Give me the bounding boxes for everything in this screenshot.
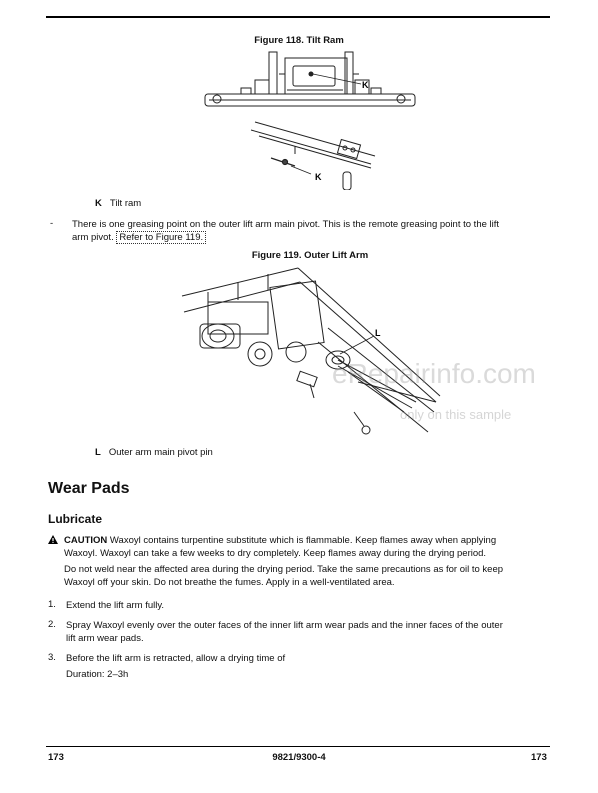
caution-line-1-text: Waxoyl contains turpentine substitute which is flammable. Keep flames away when applying bbox=[109, 535, 497, 546]
caution-line-2: Waxoyl. Waxoyl can take a few weeks to dry completely. Keep flames away during the drying period. bbox=[64, 548, 487, 559]
warning-triangle-icon bbox=[48, 535, 58, 544]
watermark-text: eRepairinfo.com bbox=[332, 358, 536, 389]
step-3-line-1: Before the lift arm is retracted, allow a drying time of bbox=[66, 653, 286, 664]
section-heading-wear-pads: Wear Pads bbox=[48, 480, 130, 497]
figure-119-link[interactable]: Refer to Figure 119. bbox=[116, 231, 206, 244]
caution-line-4: Waxoyl off your skin. Do not breathe the fumes. Apply in a well-ventilated area. bbox=[64, 577, 395, 588]
step-3-duration: Duration: 2–3h bbox=[66, 669, 129, 680]
step-2-line-2: lift arm wear pads. bbox=[66, 633, 144, 644]
bullet-line-2 bbox=[72, 231, 552, 244]
footer-rule bbox=[46, 746, 550, 747]
caution-line-1 bbox=[64, 534, 554, 547]
figure-119-caption bbox=[95, 447, 213, 458]
callout-k-top: K bbox=[362, 80, 369, 90]
figure-119-title: Figure 119. Outer Lift Arm bbox=[251, 250, 369, 261]
callout-leader-k-bottom bbox=[291, 166, 311, 174]
subheading-lubricate: Lubricate bbox=[48, 512, 103, 526]
step-2-number: 2. bbox=[48, 619, 56, 630]
callout-k-bottom: K bbox=[315, 172, 322, 182]
step-2-line-1: Spray Waxoyl evenly over the outer faces of the inner lift arm wear pads and the inner faces of the outer bbox=[66, 620, 503, 631]
step-1-text: Extend the lift arm fully. bbox=[66, 600, 165, 611]
caption-key-l: L bbox=[95, 447, 101, 458]
header-rule bbox=[46, 16, 550, 18]
figure-118-caption bbox=[95, 198, 141, 209]
watermark-subtext: only on this sample bbox=[400, 407, 512, 422]
figure-118-illustration bbox=[195, 44, 425, 190]
step-3-number: 3. bbox=[48, 652, 56, 663]
bullet-line-1: There is one greasing point on the outer lift arm main pivot. This is the remote greasing point to the lift bbox=[72, 219, 500, 230]
caution-line-3: Do not weld near the affected area during the drying period. Take the same precautions as for oil to keep bbox=[64, 564, 504, 575]
callout-l: L bbox=[375, 328, 381, 338]
caption-text-pivot-pin: Outer arm main pivot pin bbox=[108, 447, 213, 458]
caption-text-tilt-ram: Tilt ram bbox=[109, 198, 142, 209]
footer-doc-number: 9821/9300-4 bbox=[272, 752, 326, 763]
figure-118-title: Figure 118. Tilt Ram bbox=[254, 35, 344, 46]
footer-page-left: 173 bbox=[48, 752, 64, 763]
bullet-line-2-text: arm pivot. bbox=[72, 232, 114, 243]
caption-key-k: K bbox=[95, 198, 102, 209]
step-1-number: 1. bbox=[48, 599, 56, 610]
caution-label: CAUTION bbox=[64, 535, 108, 546]
callout-leader-k-top bbox=[313, 74, 361, 84]
footer-page-right: 173 bbox=[531, 752, 547, 763]
bullet-marker: - bbox=[50, 218, 54, 229]
